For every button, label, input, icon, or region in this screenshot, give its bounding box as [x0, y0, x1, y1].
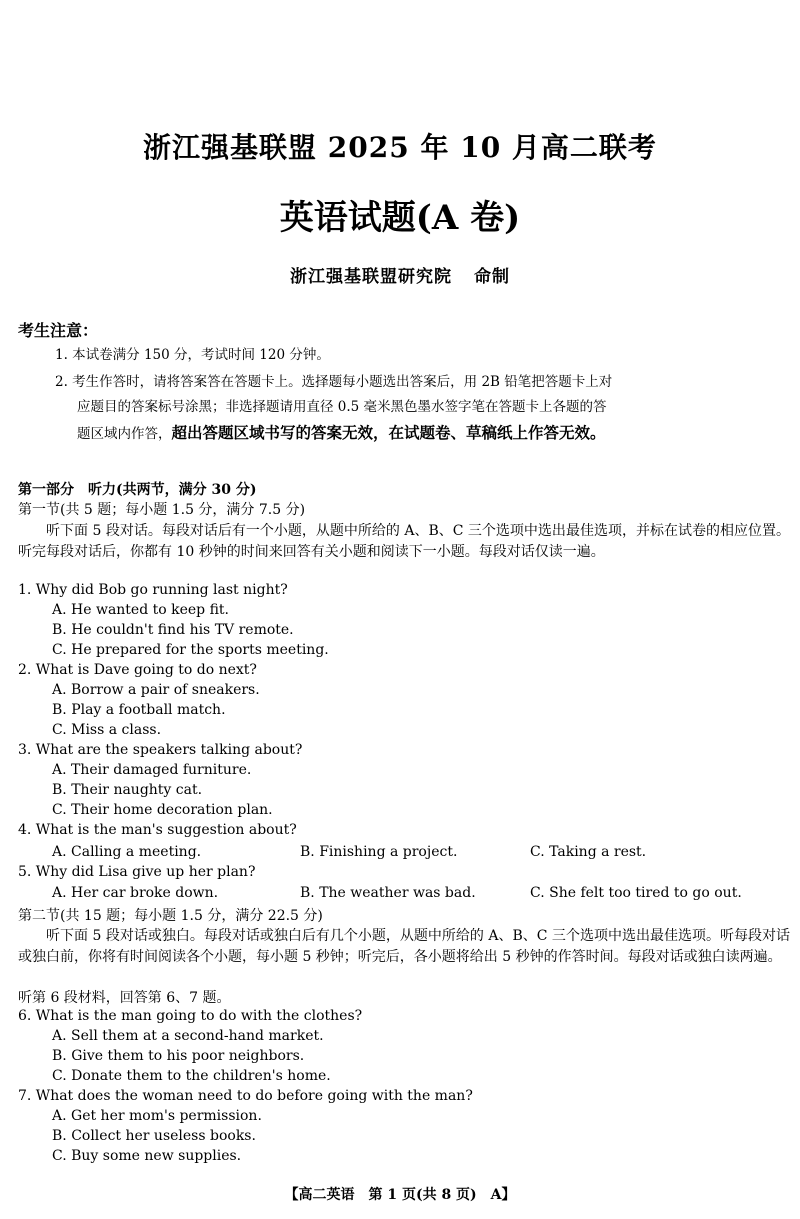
notice-item-2-line-2: 应题目的答案标号涂黑；非选择题请用直径 0.5 毫米黑色墨水签字笔在答题卡上各题的答	[77, 399, 607, 415]
q5-option-c: C. She felt too tired to go out.	[530, 885, 742, 901]
q3-option-b: B. Their naughty cat.	[52, 782, 203, 798]
notice-item-2-warning: 超出答题区域书写的答案无效，在试题卷、草稿纸上作答无效。	[171, 423, 606, 442]
section1-instructions: 听下面 5 段对话。每段对话后有一个小题，从题中所给的 A、B、C 三个选项中选出最佳选项，并标在试卷的相应位置。听完每段对话后，你都有 10 秒钟的时间来回答有关小题和阅读下一小题。每段对话仅读一遍。	[18, 523, 790, 560]
section2-instructions: 听下面 5 段对话或独白。每段对话或独白后有几个小题，从题中所给的 A、B、C 三个选项中选出最佳选项。听每段对话或独白前，你将有时间阅读各个小题，每小题 5 秒钟；听完后，各小题将给出 5 秒钟的作答时间。每段对话或独白读两遍。	[18, 928, 790, 965]
material-6-instruction: 听第 6 段材料，回答第 6、7 题。	[18, 990, 231, 1006]
q6-option-b: B. Give them to his poor neighbors.	[52, 1048, 305, 1064]
question-2: 2. What is Dave going to do next?	[18, 662, 257, 678]
section1-heading: 第一节(共 5 题；每小题 1.5 分，满分 7.5 分)	[18, 502, 306, 518]
q7-option-c: C. Buy some new supplies.	[52, 1148, 242, 1164]
question-5: 5. Why did Lisa give up her plan?	[18, 864, 256, 880]
question-7: 7. What does the woman need to do before going with the man?	[18, 1088, 473, 1104]
question-4: 4. What is the man's suggestion about?	[18, 822, 297, 838]
q2-option-b: B. Play a football match.	[52, 702, 226, 718]
question-6: 6. What is the man going to do with the clothes?	[18, 1008, 363, 1024]
page-footer: 【高二英语 第 1 页(共 8 页) A】	[284, 1187, 516, 1203]
notice-heading: 考生注意：	[18, 321, 99, 340]
author-line	[0, 262, 800, 287]
notice-item-2-normal: 题区域内作答，	[77, 426, 172, 442]
q3-option-c: C. Their home decoration plan.	[52, 802, 273, 818]
q4-option-b: B. Finishing a project.	[300, 844, 458, 860]
q7-option-a: A. Get her mom's permission.	[52, 1108, 262, 1124]
notice-item-2-line-3	[55, 420, 790, 447]
notice-item-2-line-1: 2. 考生作答时，请将答案答在答题卡上。选择题每小题选出答案后，用 2B 铅笔把答题卡上对	[55, 374, 613, 390]
q5-option-b: B. The weather was bad.	[300, 885, 476, 901]
q4-option-c: C. Taking a rest.	[530, 844, 647, 860]
question-3: 3. What are the speakers talking about?	[18, 742, 303, 758]
part1-heading: 第一部分 听力(共两节，满分 30 分)	[18, 482, 257, 498]
q2-option-a: A. Borrow a pair of sneakers.	[52, 682, 260, 698]
q1-option-b: B. He couldn't find his TV remote.	[52, 622, 294, 638]
author-role: 命制	[474, 267, 510, 287]
q7-option-b: B. Collect her useless books.	[52, 1128, 256, 1144]
q6-option-c: C. Donate them to the children's home.	[52, 1068, 331, 1084]
q4-option-a: A. Calling a meeting.	[52, 844, 202, 860]
question-1: 1. Why did Bob go running last night?	[18, 582, 288, 598]
section2-heading: 第二节(共 15 题；每小题 1.5 分，满分 22.5 分)	[18, 908, 323, 924]
q2-option-c: C. Miss a class.	[52, 722, 162, 738]
q6-option-a: A. Sell them at a second-hand market.	[52, 1028, 324, 1044]
exam-title: 浙江强基联盟 2025 年 10 月高二联考	[143, 131, 657, 164]
author-org: 浙江强基联盟研究院	[290, 267, 452, 287]
q3-option-a: A. Their damaged furniture.	[52, 762, 252, 778]
exam-subtitle: 英语试题(A 卷)	[279, 198, 521, 238]
q1-option-c: C. He prepared for the sports meeting.	[52, 642, 329, 658]
q1-option-a: A. He wanted to keep fit.	[52, 602, 230, 618]
q5-option-a: A. Her car broke down.	[52, 885, 219, 901]
notice-item-2	[55, 370, 790, 447]
notice-item-1: 1. 本试卷满分 150 分，考试时间 120 分钟。	[55, 347, 330, 363]
